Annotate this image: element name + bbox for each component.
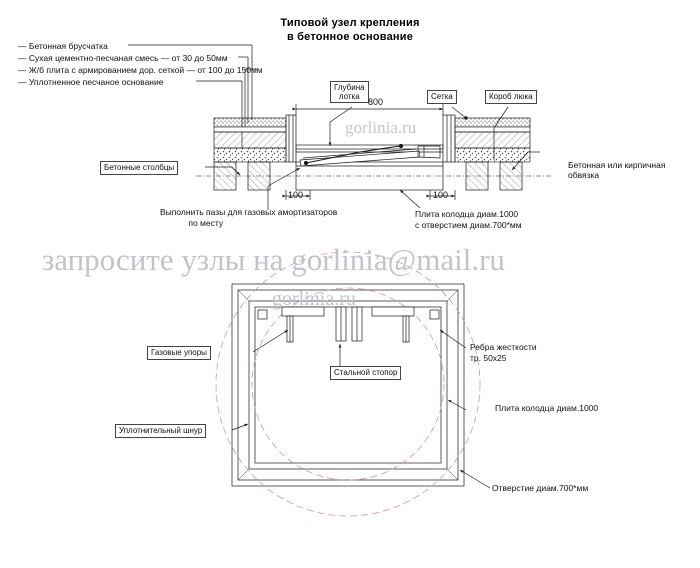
label-seal: Уплотнительный шнур (115, 424, 206, 438)
note-well-plate-section: Плита колодца диам.1000 с отверстием диам.700*мм (415, 209, 522, 230)
legend-item: — Уплотненное песчаное основание (18, 77, 164, 87)
label-opening: Отверстие диам.700*мм (492, 483, 589, 493)
watermark-main: запросите узлы на gorlinia@mail.ru (42, 242, 505, 277)
label-well-plate-plan: Плита колодца диам.1000 (495, 403, 599, 413)
legend-item: — Сухая цементно-песчаная смесь — от 30 до 50мм (18, 53, 228, 63)
note-grooves: Выполнить пазы для газовых амортизаторов по месту (160, 207, 338, 228)
label-stiffeners: Ребра жесткости тр. 50х25 (470, 342, 537, 363)
dim-800: 800 (368, 97, 384, 107)
page-title-line2: в бетонное основание (286, 31, 414, 43)
label-mesh: Сетка (427, 90, 457, 104)
label-hatch-box: Короб люка (485, 90, 537, 104)
dim-left-100: 100 (288, 190, 304, 200)
label-gas-supports: Газовые упоры (147, 346, 211, 360)
dim-right-100: 100 (433, 190, 449, 200)
watermark-mid: gorlinia.ru (272, 288, 356, 310)
legend-item: — Бетонная брусчатка (18, 41, 108, 51)
watermark-small: gorlinia.ru (345, 118, 417, 137)
label-concrete-or-brick: Бетонная или кирпичная обвязка (568, 160, 666, 180)
legend-item: — Ж/б плита с армированием дор. сеткой — от 100 до 150мм (18, 65, 263, 75)
label-depth-tray: Глубина лотка (330, 81, 369, 103)
page-title-line1: Типовой узел крепления (280, 17, 420, 29)
label-concrete-posts: Бетонные столбцы (100, 161, 178, 175)
label-steel-stopper: Стальной стопор (330, 366, 401, 380)
